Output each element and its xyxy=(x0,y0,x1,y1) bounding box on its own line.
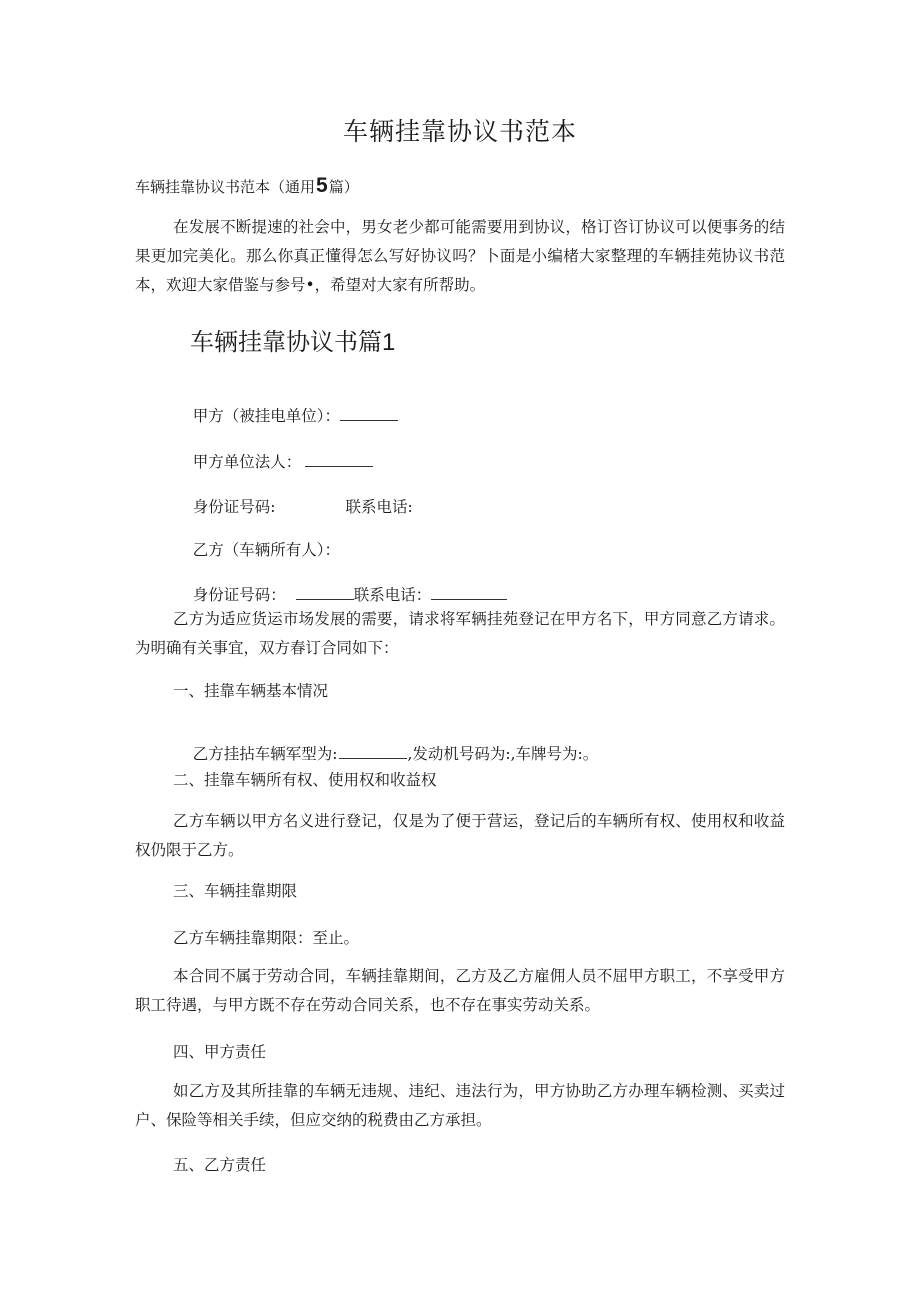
party-a-label: 甲方（被挂电单位）： xyxy=(192,407,340,425)
phone-label-2: 联系电话： xyxy=(353,586,432,604)
party-a-duty-paragraph: 如乙方及其所挂靠的车辆无违规、违纪、违法行为，甲方协助乙方办理车辆检测、买卖过户、保险等相关手续，但应交纳的税费由乙方承担。 xyxy=(135,1082,785,1129)
section-heading-text: 车辆挂靠协议书篇 xyxy=(190,328,382,356)
subtitle-number: 5 xyxy=(316,174,328,197)
party-a-legal-blank[interactable] xyxy=(305,452,373,467)
subtitle-suffix: 篇） xyxy=(328,178,359,196)
document-subtitle xyxy=(135,174,359,198)
term-line: 乙方车辆挂靠期限：至止。 xyxy=(173,929,360,947)
id-blank-2[interactable] xyxy=(296,585,354,600)
party-a-legal-label: 甲方单位法人： xyxy=(192,453,302,471)
request-paragraph: 乙方为适应货运市场发展的需要，请求将军辆挂苑登记在甲方名下，甲方同意乙方请求。为明确有关事宜，双方春订合同如下： xyxy=(135,610,785,657)
section-heading xyxy=(190,322,395,357)
section-heading-number: 1 xyxy=(382,329,396,356)
intro-paragraph: 在发展不断提速的社会中，男女老少都可能需要用到协议，格订咨订协议可以便事务的结果更加完美化。那么你真正懂得怎么写好协议吗？卜面是小编楮大家整理的车辆挂苑协议书范本，欢迎大家借鉴与参号•，希望对大家有所帮助。 xyxy=(135,218,785,294)
party-b-label: 乙方（车辆所有人）： xyxy=(192,541,340,559)
labor-paragraph: 本合同不属于劳动合同，车辆挂靠期间，乙方及乙方雇佣人员不屈甲方职工，不享受甲方职工待遇，与甲方既不存在劳动合同关系，也不存在事实劳动关系。 xyxy=(135,967,785,1014)
phone-blank-2[interactable] xyxy=(431,585,507,600)
vehicle-model-blank[interactable] xyxy=(339,744,407,759)
id-label-2: 身份证号码： xyxy=(192,586,286,604)
heading-4: 四、甲方责任 xyxy=(173,1043,267,1061)
document-title: 车辆挂靠协议书范本 xyxy=(342,117,577,146)
heading-3: 三、车辆挂靠期限 xyxy=(173,882,298,900)
ownership-paragraph: 乙方车辆以甲方名义进行登记，仅是为了便于营运，登记后的车辆所有权、使用权和收益权仍限于乙方。 xyxy=(135,812,785,859)
phone-label-1: 联系电话: xyxy=(345,498,413,516)
heading-1: 一、挂靠车辆基本情况 xyxy=(173,682,329,700)
subtitle-prefix: 车辆挂靠协议书范本（通用 xyxy=(135,178,316,196)
party-a-blank[interactable] xyxy=(340,406,398,421)
heading-5: 五、乙方责任 xyxy=(173,1156,267,1174)
heading-2: 二、挂靠车辆所有权、使用权和收益权 xyxy=(173,771,437,789)
vehicle-line-b: ,发动机号码为:,车牌号为:。 xyxy=(407,745,599,763)
vehicle-line-a: 乙方挂拈车辆军型为: xyxy=(192,745,338,763)
id-label-1: 身份证号码: xyxy=(192,498,276,516)
